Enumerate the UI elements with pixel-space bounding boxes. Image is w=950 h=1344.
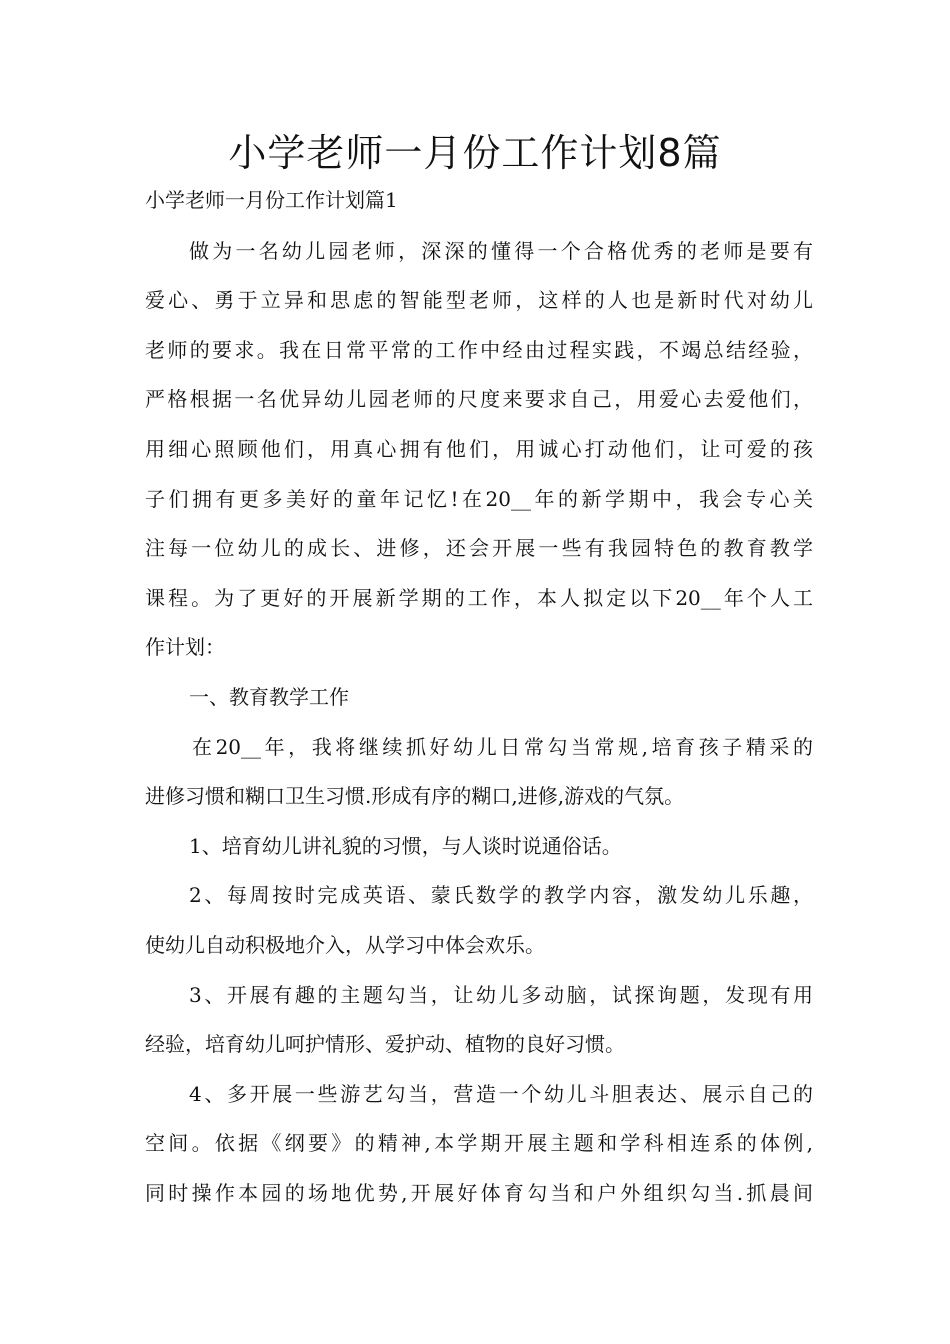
paragraph-line: 使幼儿自动积极地介入，从学习中体会欢乐。 <box>145 933 545 957</box>
paragraph-line: 空间。依据《纲要》的精神,本学期开展主题和学科相连系的体例, <box>145 1131 813 1155</box>
paragraph-line: 老师的要求。我在日常平常的工作中经由过程实践，不竭总结经验， <box>145 338 813 362</box>
list-item: 3、开展有趣的主题勾当，让幼儿多动脑，试探询题，发现有用 <box>189 983 813 1007</box>
paragraph-line: 作计划： <box>145 635 225 659</box>
paragraph-line: 注每一位幼儿的成长、进修，还会开展一些有我园特色的教育教学 <box>145 536 813 560</box>
paragraph-line: 经验，培育幼儿呵护情形、爱护动、植物的良好习惯。 <box>145 1032 625 1056</box>
paragraph-line: 用细心照顾他们，用真心拥有他们，用诚心打动他们，让可爱的孩 <box>145 437 813 461</box>
paragraph-line: 做为一名幼儿园老师，深深的懂得一个合格优秀的老师是要有 <box>189 239 813 263</box>
paragraph-line: 进修习惯和糊口卫生习惯.形成有序的糊口,进修,游戏的气氛。 <box>145 784 685 808</box>
paragraph-line: 在20__年，我将继续抓好幼儿日常勾当常规,培育孩子精采的 <box>192 735 813 759</box>
paragraph-line: 爱心、勇于立异和思虑的智能型老师，这样的人也是新时代对幼儿 <box>145 288 813 312</box>
list-item: 4、多开展一些游艺勾当，营造一个幼儿斗胆表达、展示自己的 <box>189 1082 813 1106</box>
paragraph-line: 严格根据一名优异幼儿园老师的尺度来要求自己，用爱心去爱他们， <box>145 387 813 411</box>
document-title: 小学老师一月份工作计划8篇 <box>228 131 722 175</box>
paragraph-line: 同时操作本园的场地优势,开展好体育勾当和户外组织勾当.抓晨间 <box>145 1181 813 1205</box>
paragraph-line: 子们拥有更多美好的童年记忆!在20__年的新学期中，我会专心关 <box>145 487 813 511</box>
list-item: 2、每周按时完成英语、蒙氏数学的教学内容，激发幼儿乐趣， <box>189 883 813 907</box>
list-item: 1、培育幼儿讲礼貌的习惯，与人谈时说通俗话。 <box>189 834 622 858</box>
section-heading-education: 一、教育教学工作 <box>189 685 349 709</box>
paragraph-line: 课程。为了更好的开展新学期的工作，本人拟定以下20__年个人工 <box>145 586 813 610</box>
section-heading: 小学老师一月份工作计划篇1 <box>145 188 398 212</box>
